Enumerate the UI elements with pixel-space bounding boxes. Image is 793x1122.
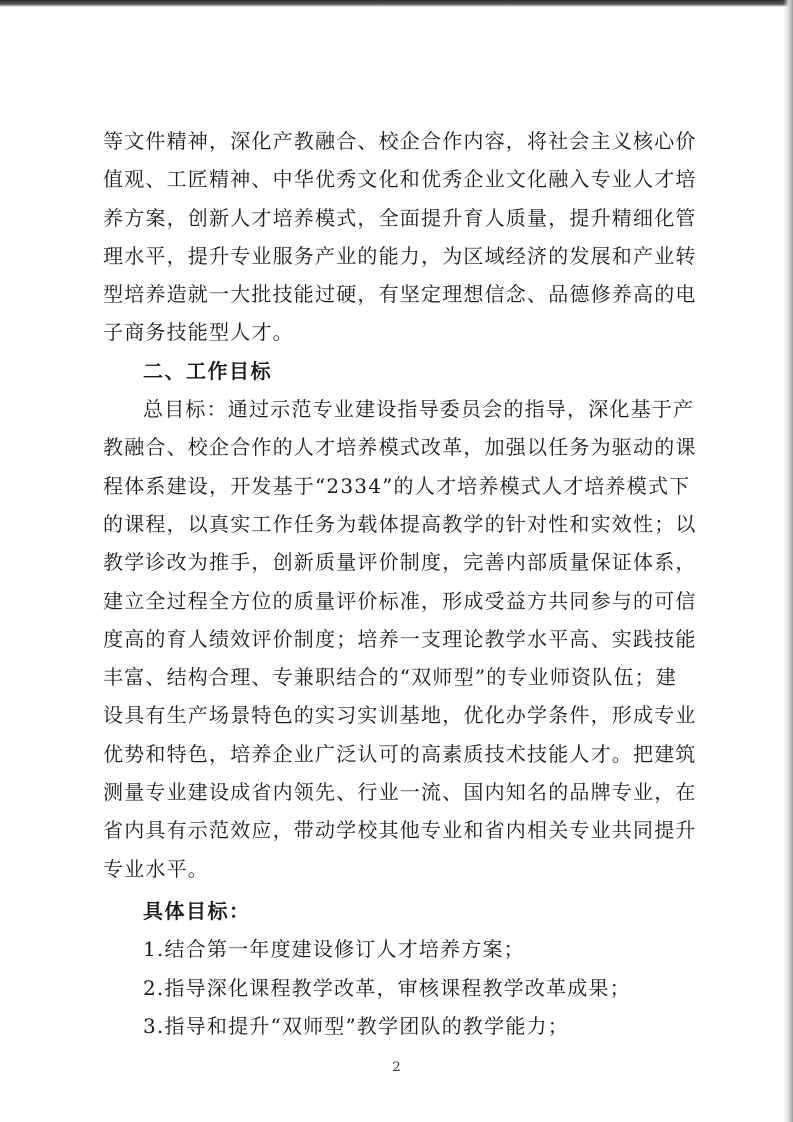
page-number: 2	[392, 1060, 401, 1075]
scan-right-edge	[783, 0, 793, 1122]
text-line: 教学诊改为推手，创新质量评价制度，完善内部质量保证体系，	[103, 550, 697, 575]
text-line: 丰富、结构合理、专兼职结合的“双师型”的专业师资队伍；建	[103, 665, 678, 690]
paragraph-2	[103, 390, 697, 888]
paragraph-1	[103, 122, 697, 352]
text-line: 专业水平。	[103, 856, 209, 881]
document-page	[103, 122, 697, 1045]
goal-list	[103, 930, 688, 1045]
text-line: 测量专业建设成省内领先、行业一流、国内知名的品牌专业，在	[103, 780, 697, 805]
text-line: 值观、工匠精神、中华优秀文化和优秀企业文化融入专业人才培	[103, 167, 697, 192]
text-line: 建立全过程全方位的质量评价标准，形成受益方共同参与的可信	[103, 588, 697, 613]
text-line: 子商务技能型人才。	[103, 320, 294, 345]
list-item: 3.指导和提升“双师型”教学团队的教学能力；	[143, 1013, 569, 1038]
text-line: 总目标：通过示范专业建设指导委员会的指导，深化基于产	[143, 397, 695, 422]
text-line: 设具有生产场景特色的实习实训基地，优化办学条件，形成专业	[103, 703, 697, 728]
list-item: 2.指导深化课程教学改革，审核课程教学改革成果；	[143, 975, 631, 1000]
text-line: 省内具有示范效应，带动学校其他专业和省内相关专业共同提升	[103, 818, 697, 843]
text-line: 的课程，以真实工作任务为载体提高教学的针对性和实效性；以	[103, 511, 697, 536]
text-line: 程体系建设，开发基于“2334”的人才培养模式人才培养模式下	[103, 473, 691, 498]
text-line: 理水平，提升专业服务产业的能力，为区域经济的发展和产业转	[103, 243, 697, 268]
sub-heading: 具体目标：	[143, 898, 251, 923]
text-line: 教融合、校企合作的人才培养模式改革，加强以任务为驱动的课	[103, 435, 697, 460]
text-line: 度高的育人绩效评价制度；培养一支理论教学水平高、实践技能	[103, 626, 697, 651]
section-heading: 二、工作目标	[143, 358, 272, 383]
text-line: 养方案，创新人才培养模式，全面提升育人质量，提升精细化管	[103, 205, 697, 230]
text-line: 等文件精神，深化产教融合、校企合作内容，将社会主义核心价	[103, 129, 697, 153]
list-item: 1.结合第一年度建设修订人才培养方案；	[143, 937, 525, 962]
scan-top-edge	[0, 0, 793, 7]
text-line: 优势和特色，培养企业广泛认可的高素质技术技能人才。把建筑	[103, 741, 697, 766]
text-line: 型培养造就一大批技能过硬，有坚定理想信念、品德修养高的电	[103, 282, 697, 307]
